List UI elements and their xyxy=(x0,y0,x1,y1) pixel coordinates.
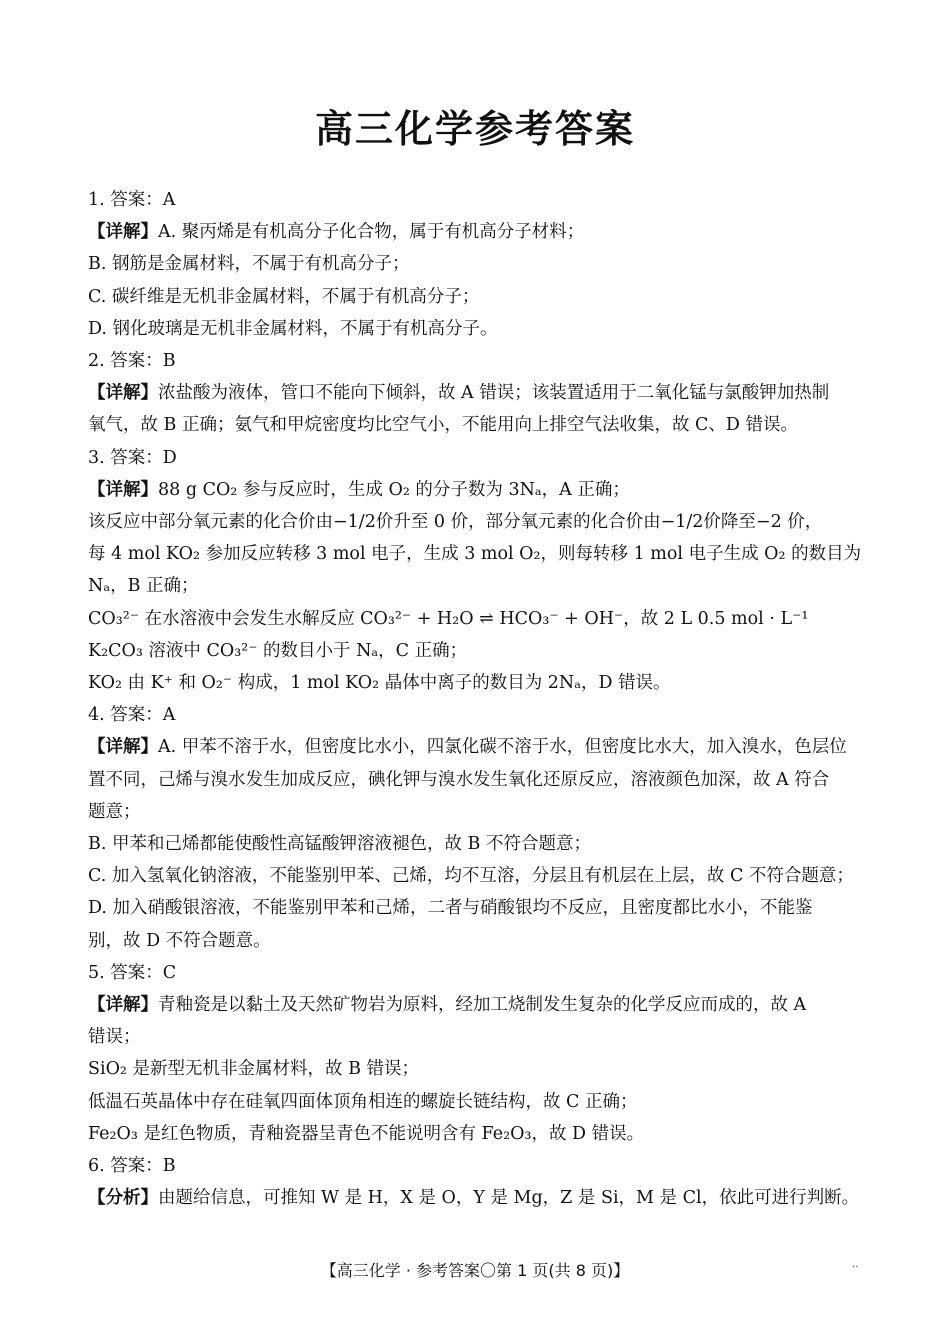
answer-line: 2. 答案：B xyxy=(88,351,176,372)
section-tag: 【详解】 xyxy=(88,995,158,1016)
answer-line: B. 甲苯和己烯都能使酸性高锰酸钾溶液褪色，故 B 不符合题意； xyxy=(88,834,591,855)
answer-line xyxy=(88,1182,868,1214)
line-text: A. 聚丙烯是有机高分子化合物，属于有机高分子材料； xyxy=(158,222,585,243)
answer-line: D. 钢化玻璃是无机非金属材料，不属于有机高分子。 xyxy=(88,318,498,339)
section-tag: 【详解】 xyxy=(88,737,158,758)
answer-line: B. 钢筋是金属材料，不属于有机高分子； xyxy=(88,254,410,275)
line-text: 由题给信息，可推知 W 是 H，X 是 O，Y 是 Mg，Z 是 Si，M 是 Cl，依此可进行判断。 xyxy=(158,1188,860,1209)
answer-line: 题意； xyxy=(88,801,141,822)
section-tag: 【详解】 xyxy=(88,222,158,243)
answer-line: Nₐ，B 正确； xyxy=(88,576,199,597)
answer-line xyxy=(88,377,868,409)
section-tag: 【详解】 xyxy=(88,479,158,500)
answer-line: K₂CO₃ 溶液中 CO₃²⁻ 的数目小于 Nₐ，C 正确； xyxy=(88,640,468,661)
answer-content xyxy=(88,184,868,1215)
answer-line: 6. 答案：B xyxy=(88,1156,176,1177)
answer-line: C. 加入氢氧化钠溶液，不能鉴别甲苯、己烯，均不互溶，分层且有机层在上层，故 C 不符合题意； xyxy=(88,866,854,887)
answer-line: C. 碳纤维是无机非金属材料，不属于有机高分子； xyxy=(88,286,480,307)
answer-line: D. 加入硝酸银溶液，不能鉴别甲苯和己烯，二者与硝酸银均不反应，且密度都比水小，不能鉴 xyxy=(88,898,813,919)
answer-line xyxy=(88,731,868,763)
answer-line: Fe₂O₃ 是红色物质，青釉瓷器呈青色不能说明含有 Fe₂O₃，故 D 错误。 xyxy=(88,1123,645,1144)
answer-line: 氧气，故 B 正确；氨气和甲烷密度均比空气小，不能用向上排空气法收集，故 C、D 错误。 xyxy=(88,415,799,436)
line-text: A. 甲苯不溶于水，但密度比水小，四氯化碳不溶于水，但密度比水大，加入溴水，色层位 xyxy=(158,737,847,758)
answer-line: 每 4 mol KO₂ 参加反应转移 3 mol 电子，生成 3 mol O₂，则每转移 1 mol 电子生成 O₂ 的数目为 xyxy=(88,544,862,565)
section-tag: 【分析】 xyxy=(88,1188,158,1209)
answer-line: KO₂ 由 K⁺ 和 O₂⁻ 构成，1 mol KO₂ 晶体中离子的数目为 2Nₐ，D 错误。 xyxy=(88,673,671,694)
corner-mark: ·· xyxy=(852,1262,859,1273)
line-text: 青釉瓷是以黏土及天然矿物岩为原料，经加工烧制发生复杂的化学反应而成的，故 A xyxy=(158,995,807,1016)
answer-line: SiO₂ 是新型无机非金属材料，故 B 错误； xyxy=(88,1059,419,1080)
page-title: 高三化学参考答案 xyxy=(314,107,635,151)
answer-line: 低温石英晶体中存在硅氧四面体顶角相连的螺旋长链结构，故 C 正确； xyxy=(88,1091,638,1112)
answer-line xyxy=(88,474,868,506)
line-text: 浓盐酸为液体，管口不能向下倾斜，故 A 错误；该装置适用于二氧化锰与氯酸钾加热制 xyxy=(158,383,830,404)
answer-line: CO₃²⁻ 在水溶液中会发生水解反应 CO₃²⁻ + H₂O ⇌ HCO₃⁻ + OH⁻，故 2 L 0.5 mol · L⁻¹ xyxy=(88,608,809,629)
answer-line: 4. 答案：A xyxy=(88,705,176,726)
answer-line: 该反应中部分氧元素的化合价由−1/2价升至 0 价，部分氧元素的化合价由−1/2价降至−2 价， xyxy=(88,512,823,533)
answer-line: 3. 答案：D xyxy=(88,447,177,468)
answer-line: 5. 答案：C xyxy=(88,962,177,983)
answer-line: 别，故 D 不符合题意。 xyxy=(88,930,271,951)
answer-line: 1. 答案：A xyxy=(88,190,176,210)
line-text: 88 g CO₂ 参与反应时，生成 O₂ 的分子数为 3Nₐ，A 正确； xyxy=(158,479,630,500)
answer-line: 置不同，己烯与溴水发生加成反应，碘化钾与溴水发生氧化还原反应，溶液颜色加深，故 A 符合 xyxy=(88,769,830,790)
page-footer: 【高三化学 · 参考答案〇第 1 页(共 8 页)】 xyxy=(320,1261,630,1280)
answer-line: 错误； xyxy=(88,1027,141,1048)
answer-line xyxy=(88,989,868,1021)
answer-line xyxy=(88,216,868,248)
section-tag: 【详解】 xyxy=(88,383,158,404)
